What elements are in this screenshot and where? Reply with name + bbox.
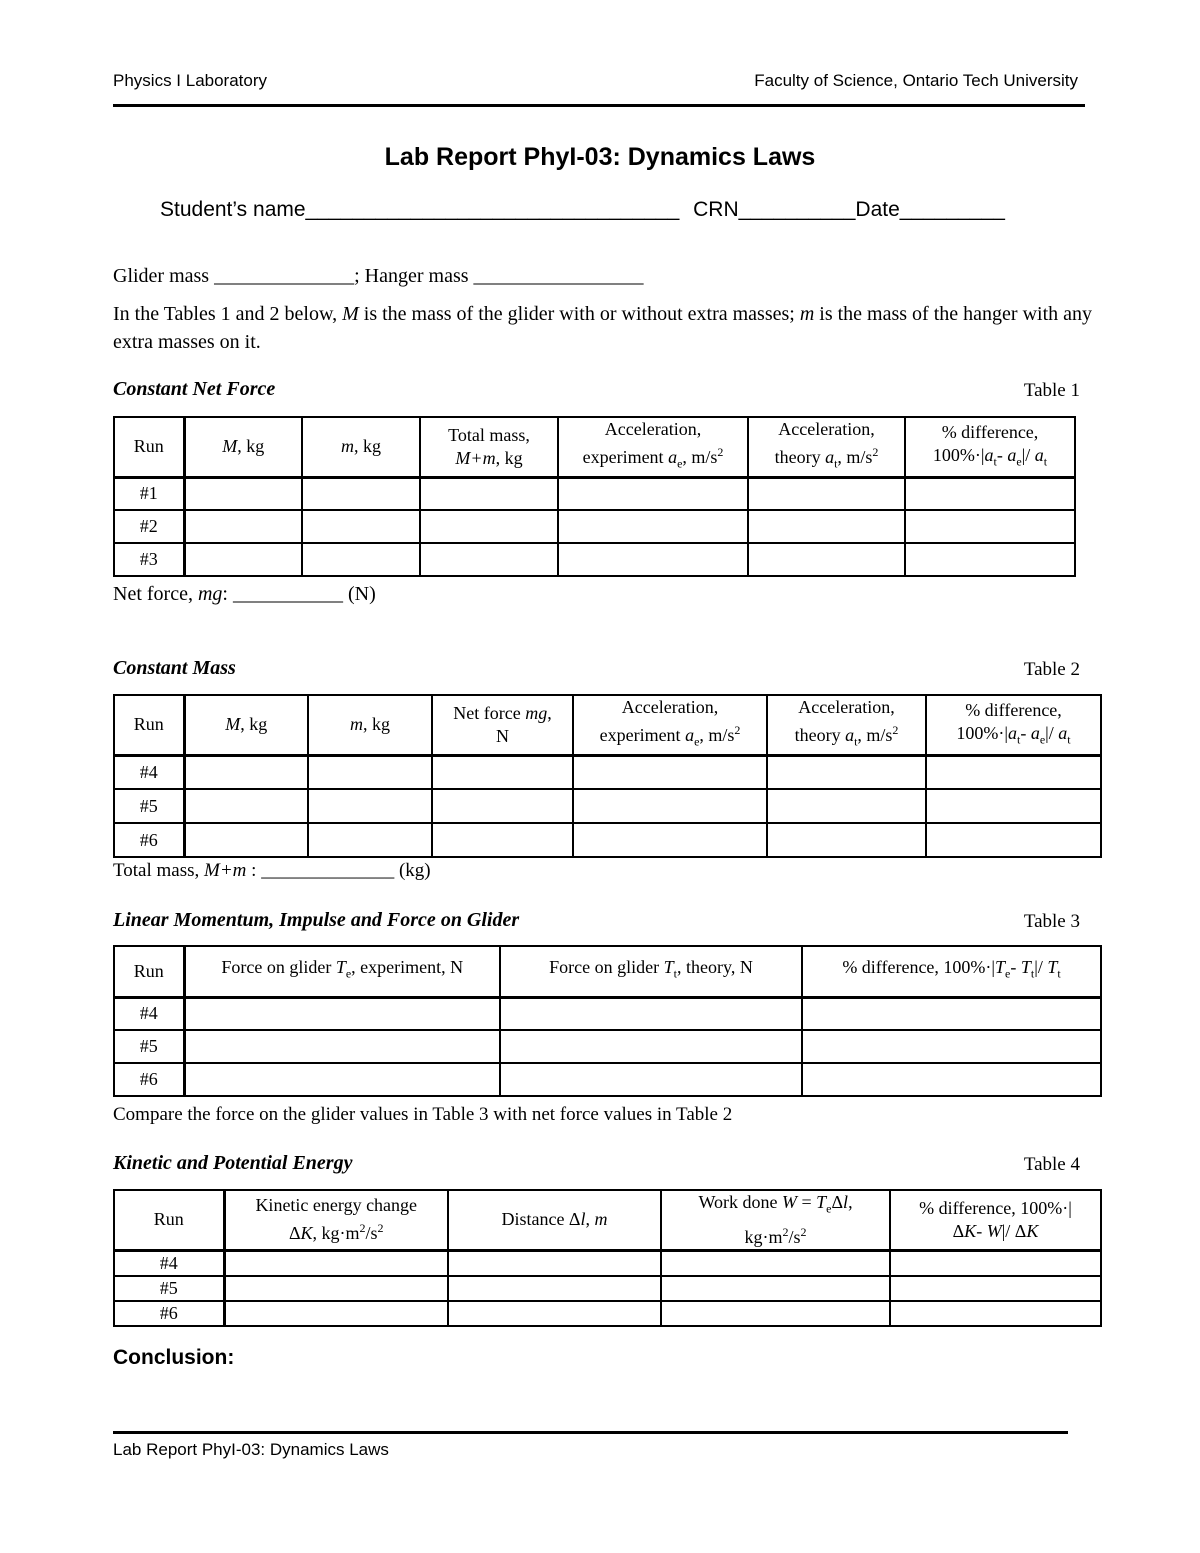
data-cell[interactable] [905, 477, 1075, 510]
data-cell[interactable] [308, 789, 432, 823]
data-cell[interactable] [802, 1030, 1101, 1063]
table-row [114, 755, 1101, 789]
total-mass-colon: : [246, 860, 257, 881]
run-cell: #6 [114, 1063, 184, 1096]
data-cell[interactable] [500, 997, 802, 1030]
net-force-var: mg [197, 583, 223, 605]
data-cell[interactable] [448, 1301, 661, 1326]
data-cell[interactable] [184, 789, 308, 823]
table1-section-title: Constant Net Force [113, 378, 276, 400]
run-cell: #6 [114, 1301, 224, 1326]
total-mass-line [113, 860, 431, 882]
student-info-row [160, 198, 1005, 222]
data-cell[interactable] [308, 755, 432, 789]
data-cell[interactable] [432, 823, 573, 857]
total-mass-var: M+m [204, 860, 247, 881]
student-name-label: Student’s name [160, 198, 306, 221]
data-cell[interactable] [420, 543, 558, 576]
data-cell[interactable] [224, 1250, 448, 1276]
data-cell[interactable] [448, 1250, 661, 1276]
header-rule [113, 104, 1085, 107]
table3-header-force-theory: Force on glider $T_t$, theory, N [500, 946, 802, 997]
table4-header-kinetic-energy: Kinetic energy change ΔK, $kg\cdot m^2/s^2$ [224, 1190, 448, 1250]
data-cell[interactable] [748, 477, 905, 510]
data-cell[interactable] [890, 1301, 1101, 1326]
run-cell: #6 [114, 823, 184, 857]
run-cell: #5 [114, 1276, 224, 1301]
data-cell[interactable] [500, 1063, 802, 1096]
net-force-blank[interactable]: ___________ [232, 583, 343, 605]
table-row [114, 1301, 1101, 1326]
data-cell[interactable] [661, 1276, 890, 1301]
hanger-mass-blank[interactable]: _________________ [473, 265, 644, 287]
data-cell[interactable] [184, 510, 302, 543]
table3-header-pct-diff: % difference, $100\%\cdot|T_e-$ $T_t|/$ $T_t$ [802, 946, 1101, 997]
data-cell[interactable] [420, 477, 558, 510]
glider-mass-blank[interactable]: ______________ [214, 265, 355, 287]
data-cell[interactable] [420, 510, 558, 543]
data-cell[interactable] [558, 477, 748, 510]
table2 [113, 694, 1102, 858]
data-cell[interactable] [661, 1250, 890, 1276]
table-row [114, 997, 1101, 1030]
table2-header-pct-diff: % difference, $100\%\cdot|a_t-$ $a_e|/$ $a_t$ [926, 695, 1101, 755]
crn-label: CRN [693, 198, 739, 221]
run-cell: #4 [114, 1250, 224, 1276]
table-row [114, 1030, 1101, 1063]
data-cell[interactable] [926, 789, 1101, 823]
table3-header-row [114, 946, 1101, 997]
net-force-label: Net force, [113, 583, 198, 605]
net-force-colon: : [222, 583, 228, 605]
net-force-unit: (N) [347, 583, 376, 605]
table1-header-M: M, kg [184, 417, 302, 477]
hanger-mass-label: Hanger mass [364, 265, 469, 287]
total-mass-label: Total mass, [113, 860, 205, 881]
table2-header-row [114, 695, 1101, 755]
table2-header-acc-experiment: Acceleration, experiment $a_e$, $m/s^2$ [573, 695, 767, 755]
table4-header-work-done: Work done $W = T_e\Delta l$, $kg\cdot m^2/s^2$ [661, 1190, 890, 1250]
page-title: Lab Report PhyI-03: Dynamics Laws [384, 143, 816, 171]
total-mass-blank[interactable]: ______________ [261, 860, 395, 881]
table-row [114, 823, 1101, 857]
table1 [113, 416, 1076, 577]
data-cell[interactable] [184, 997, 500, 1030]
data-cell[interactable] [432, 755, 573, 789]
data-cell[interactable] [184, 543, 302, 576]
date-label: Date [855, 198, 900, 221]
data-cell[interactable] [184, 1030, 500, 1063]
table3-label: Table 3 [1023, 911, 1080, 932]
table4-header-run: Run [114, 1190, 224, 1250]
table2-header-run: Run [114, 695, 184, 755]
run-cell: #3 [114, 543, 184, 576]
table-row [114, 477, 1075, 510]
table2-header-acc-theory: Acceleration, theory $a_t$, $m/s^2$ [767, 695, 926, 755]
table1-header-acc-theory: Acceleration, theory $a_t$, $m/s^2$ [748, 417, 905, 477]
data-cell[interactable] [573, 755, 767, 789]
data-cell[interactable] [573, 823, 767, 857]
footer-text: Lab Report PhyI-03: Dynamics Laws [113, 1440, 389, 1459]
data-cell[interactable] [767, 823, 926, 857]
conclusion-area[interactable] [113, 1380, 1068, 1420]
table2-header-m: m, kg [308, 695, 432, 755]
data-cell[interactable] [926, 823, 1101, 857]
intro-paragraph [113, 300, 1093, 356]
table3-header-force-experiment: Force on glider $T_e$, experiment, N [184, 946, 500, 997]
table4-section-title: Kinetic and Potential Energy [113, 1152, 353, 1174]
table1-header-acc-experiment: Acceleration, experiment $a_e$, $m/s^2$ [558, 417, 748, 477]
table1-header-total-mass: Total mass, M+m, kg [420, 417, 558, 477]
intro-text-1: In the Tables 1 and 2 below, [113, 303, 343, 325]
data-cell[interactable] [500, 1030, 802, 1063]
table3-header-run: Run [114, 946, 184, 997]
glider-mass-label: Glider mass [113, 265, 210, 287]
table-row [114, 789, 1101, 823]
data-cell[interactable] [302, 543, 420, 576]
masses-separator: ; [354, 265, 360, 287]
header-left: Physics I Laboratory [113, 71, 268, 90]
conclusion-heading: Conclusion: [113, 1346, 235, 1369]
run-cell: #1 [114, 477, 184, 510]
date-blank[interactable]: _________ [899, 198, 1005, 221]
table1-header-m: m, kg [302, 417, 420, 477]
run-cell: #5 [114, 789, 184, 823]
intro-var-M: M [342, 303, 359, 325]
data-cell[interactable] [224, 1276, 448, 1301]
data-cell[interactable] [432, 789, 573, 823]
table1-label: Table 1 [1023, 380, 1080, 401]
data-cell[interactable] [448, 1276, 661, 1301]
data-cell[interactable] [748, 543, 905, 576]
data-cell[interactable] [926, 755, 1101, 789]
data-cell[interactable] [802, 997, 1101, 1030]
data-cell[interactable] [184, 477, 302, 510]
run-cell: #5 [114, 1030, 184, 1063]
crn-blank[interactable]: __________ [738, 198, 856, 221]
intro-text-2: is the mass of the glider with or without extra masses; [358, 303, 800, 325]
table4-label: Table 4 [1023, 1154, 1080, 1175]
table1-header-row [114, 417, 1075, 477]
data-cell[interactable] [302, 510, 420, 543]
masses-row [113, 262, 644, 290]
table2-label: Table 2 [1023, 659, 1080, 680]
table2-section-title: Constant Mass [113, 657, 236, 679]
data-cell[interactable] [184, 1063, 500, 1096]
data-cell[interactable] [767, 789, 926, 823]
table-row [114, 1276, 1101, 1301]
net-force-line [113, 580, 376, 608]
table-row [114, 1063, 1101, 1096]
table4-header-distance: Distance Δl, m [448, 1190, 661, 1250]
footer-rule [113, 1431, 1068, 1434]
table2-header-M: M, kg [184, 695, 308, 755]
intro-text-3: is the mass of the hanger with any extra masses on it. [113, 303, 1092, 353]
data-cell[interactable] [573, 789, 767, 823]
data-cell[interactable] [184, 823, 308, 857]
data-cell[interactable] [767, 755, 926, 789]
table1-header-run: Run [114, 417, 184, 477]
run-cell: #2 [114, 510, 184, 543]
data-cell[interactable] [308, 823, 432, 857]
data-cell[interactable] [890, 1250, 1101, 1276]
data-cell[interactable] [224, 1301, 448, 1326]
total-mass-unit: (kg) [398, 860, 431, 881]
run-cell: #4 [114, 997, 184, 1030]
data-cell[interactable] [890, 1276, 1101, 1301]
data-cell[interactable] [184, 755, 308, 789]
data-cell[interactable] [558, 543, 748, 576]
table4-header-pct-diff: % difference, 100%·| ΔK- W|/ ΔK [890, 1190, 1101, 1250]
intro-var-m: m [799, 303, 815, 325]
data-cell[interactable] [905, 543, 1075, 576]
data-cell[interactable] [905, 510, 1075, 543]
table3-section-title: Linear Momentum, Impulse and Force on Glider [113, 909, 520, 931]
table-row [114, 1250, 1101, 1276]
data-cell[interactable] [302, 477, 420, 510]
data-cell[interactable] [558, 510, 748, 543]
table2-header-net-force: Net force mg, N [432, 695, 573, 755]
table-row [114, 510, 1075, 543]
table4 [113, 1189, 1102, 1327]
table-row [114, 543, 1075, 576]
table1-header-pct-diff: % difference, $100\%\cdot|a_t-$ $a_e|/$ $a_t$ [905, 417, 1075, 477]
compare-note: Compare the force on the glider values in Table 3 with net force values in Table 2 [113, 1104, 733, 1125]
student-name-blank[interactable]: ________________________________ [305, 198, 680, 221]
header-right: Faculty of Science, Ontario Tech University [754, 71, 1078, 90]
data-cell[interactable] [748, 510, 905, 543]
table4-header-row [114, 1190, 1101, 1250]
run-cell: #4 [114, 755, 184, 789]
data-cell[interactable] [802, 1063, 1101, 1096]
table3 [113, 945, 1102, 1097]
data-cell[interactable] [661, 1301, 890, 1326]
